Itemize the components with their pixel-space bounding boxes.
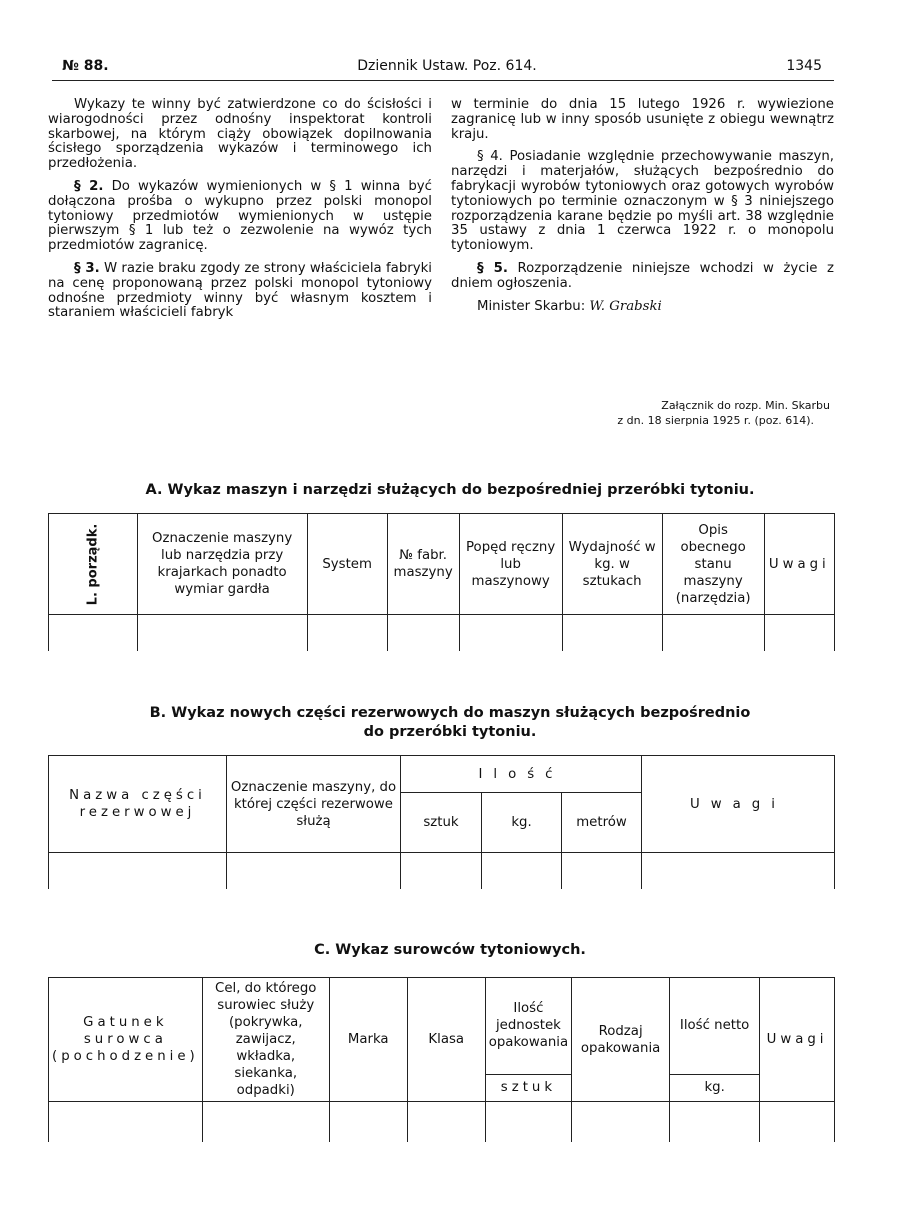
minister-name: W. Grabski (589, 298, 662, 314)
section-sign: § 4. (477, 149, 503, 165)
col-remarks: Uwagi (764, 514, 834, 615)
right-column (451, 98, 834, 322)
paragraph-continued: w terminie do dnia 15 lutego 1926 r. wywiezione zagranicę lub w inny sposób usunięte z obiegu wewnątrz kraju. (451, 97, 834, 142)
col-remarks: Uwagi (642, 756, 835, 853)
table-b-title-line-2: do przeróbki tytoniu. (363, 724, 537, 740)
col-output: Wydajność w kg. w sztukach (562, 514, 662, 615)
paragraph-text: Posiadanie względnie przechowywanie maszyn, narzędzi i materjałów, służących bezpośrednio do fabrykacji wyrobów tytoniowych oraz gotowych wyrobów tytoniowych po terminie oznaczonym w § 3 niniejszego rozporządzenia karane będzie po myśli art. 38 względnie 35 ustawy z dnia 1 czerwca 1922 r. o monopolu tytoniowym. (451, 149, 834, 254)
issue-number: № 88. (62, 58, 109, 74)
minister-label: Minister Skarbu: (477, 298, 586, 314)
paragraph-text: W razie braku zgody ze strony właściciela fabryki na cenę proponowaną przez polski monopol tytoniowy odnośne przedmioty winny być własnym kosztem i staraniem właścicieli fabryk (48, 260, 432, 321)
col-part-name: Nazwa części rezerwowej (49, 756, 227, 853)
col-condition: Opis obecnego stanu maszyny (narzędzia) (662, 514, 764, 615)
col-units-pieces: sztuk (485, 1074, 571, 1101)
annex-note (560, 398, 836, 428)
table-c-header-row (49, 978, 835, 1075)
paragraph-text: Rozporządzenie niniejsze wchodzi w życie z dniem ogłoszenia. (451, 260, 834, 291)
table-a (48, 513, 835, 651)
table-row (49, 1102, 835, 1142)
col-quantity: Ilość (401, 756, 642, 793)
page-header (62, 58, 832, 78)
col-factory-number: № fabr. maszyny (387, 514, 459, 615)
annex-line-1: Załącznik do rozp. Min. Skarbu (661, 399, 830, 412)
col-purpose: Cel, do którego surowiec służy (pokrywka, zawijacz, wkładka, siekanka, odpadki) (202, 978, 329, 1102)
journal-title: Dziennik Ustaw. Poz. 614. (357, 58, 537, 74)
col-kg: kg. (482, 793, 562, 853)
left-column (48, 98, 432, 329)
table-a-header-row (49, 514, 835, 615)
table-c-title: C. Wykaz surowców tytoniowych. (314, 942, 586, 958)
table-b-title (40, 704, 860, 742)
table-row (49, 853, 835, 889)
col-kind: Gatunek surowca (pochodzenie) (49, 978, 203, 1102)
col-remarks: Uwagi (760, 978, 835, 1102)
section-sign: § 3. (74, 260, 100, 276)
table-a-title: A. Wykaz maszyn i narzędzi służących do bezpośredniej przeróbki tytoniu. (145, 482, 755, 498)
table-c (48, 977, 835, 1142)
paragraph-1: Wykazy te winny być zatwierdzone co do ścisłości i wiarogodności przez odnośny inspektorat kontroli skarbowej, na którym ciąży obowiązek dopilnowania ścisłego sporządzenia wykazów i terminowego ich przedłożenia. (48, 97, 432, 172)
col-meters: metrów (562, 793, 642, 853)
col-class: Klasa (407, 978, 485, 1102)
table-row (49, 615, 835, 651)
col-units: Ilość jednostek opakowania (485, 978, 571, 1075)
page-number: 1345 (786, 58, 822, 74)
col-ordinal: L. porządk. (49, 514, 138, 615)
section-sign: § 5. (477, 260, 508, 276)
col-drive: Popęd ręczny lub maszynowy (459, 514, 562, 615)
col-packaging: Rodzaj opakowania (572, 978, 670, 1102)
section-sign: § 2. (74, 178, 104, 194)
col-net: Ilość netto (670, 978, 760, 1075)
header-rule (52, 80, 834, 81)
paragraph-5 (451, 262, 834, 292)
table-b-header-row (49, 756, 835, 793)
col-system: System (307, 514, 387, 615)
paragraph-text: Do wykazów wymienionych w § 1 winna być dołączona prośba o wykupno przez polski monopol tytoniowy przedmiotów wymienionych w ustępie pierwszym § 1 lub też o zezwolenie na wywóz tych przedmiotów zagranicę. (48, 178, 432, 254)
minister-signature (451, 300, 834, 315)
col-machine-designation: Oznaczenie maszyny lub narzędzia przy krajarkach ponadto wymiar gardła (137, 514, 307, 615)
col-net-kg: kg. (670, 1074, 760, 1101)
paragraph-3 (48, 262, 432, 321)
table-b (48, 755, 835, 889)
col-brand: Marka (329, 978, 407, 1102)
col-pieces: sztuk (401, 793, 482, 853)
annex-line-2: z dn. 18 sierpnia 1925 r. (poz. 614). (617, 414, 814, 427)
paragraph-2 (48, 180, 432, 254)
paragraph-4 (451, 150, 834, 254)
col-machine: Oznaczenie maszyny, do której części rezerwowe służą (227, 756, 401, 853)
table-b-title-line-1: B. Wykaz nowych części rezerwowych do maszyn służących bezpośrednio (149, 705, 751, 721)
